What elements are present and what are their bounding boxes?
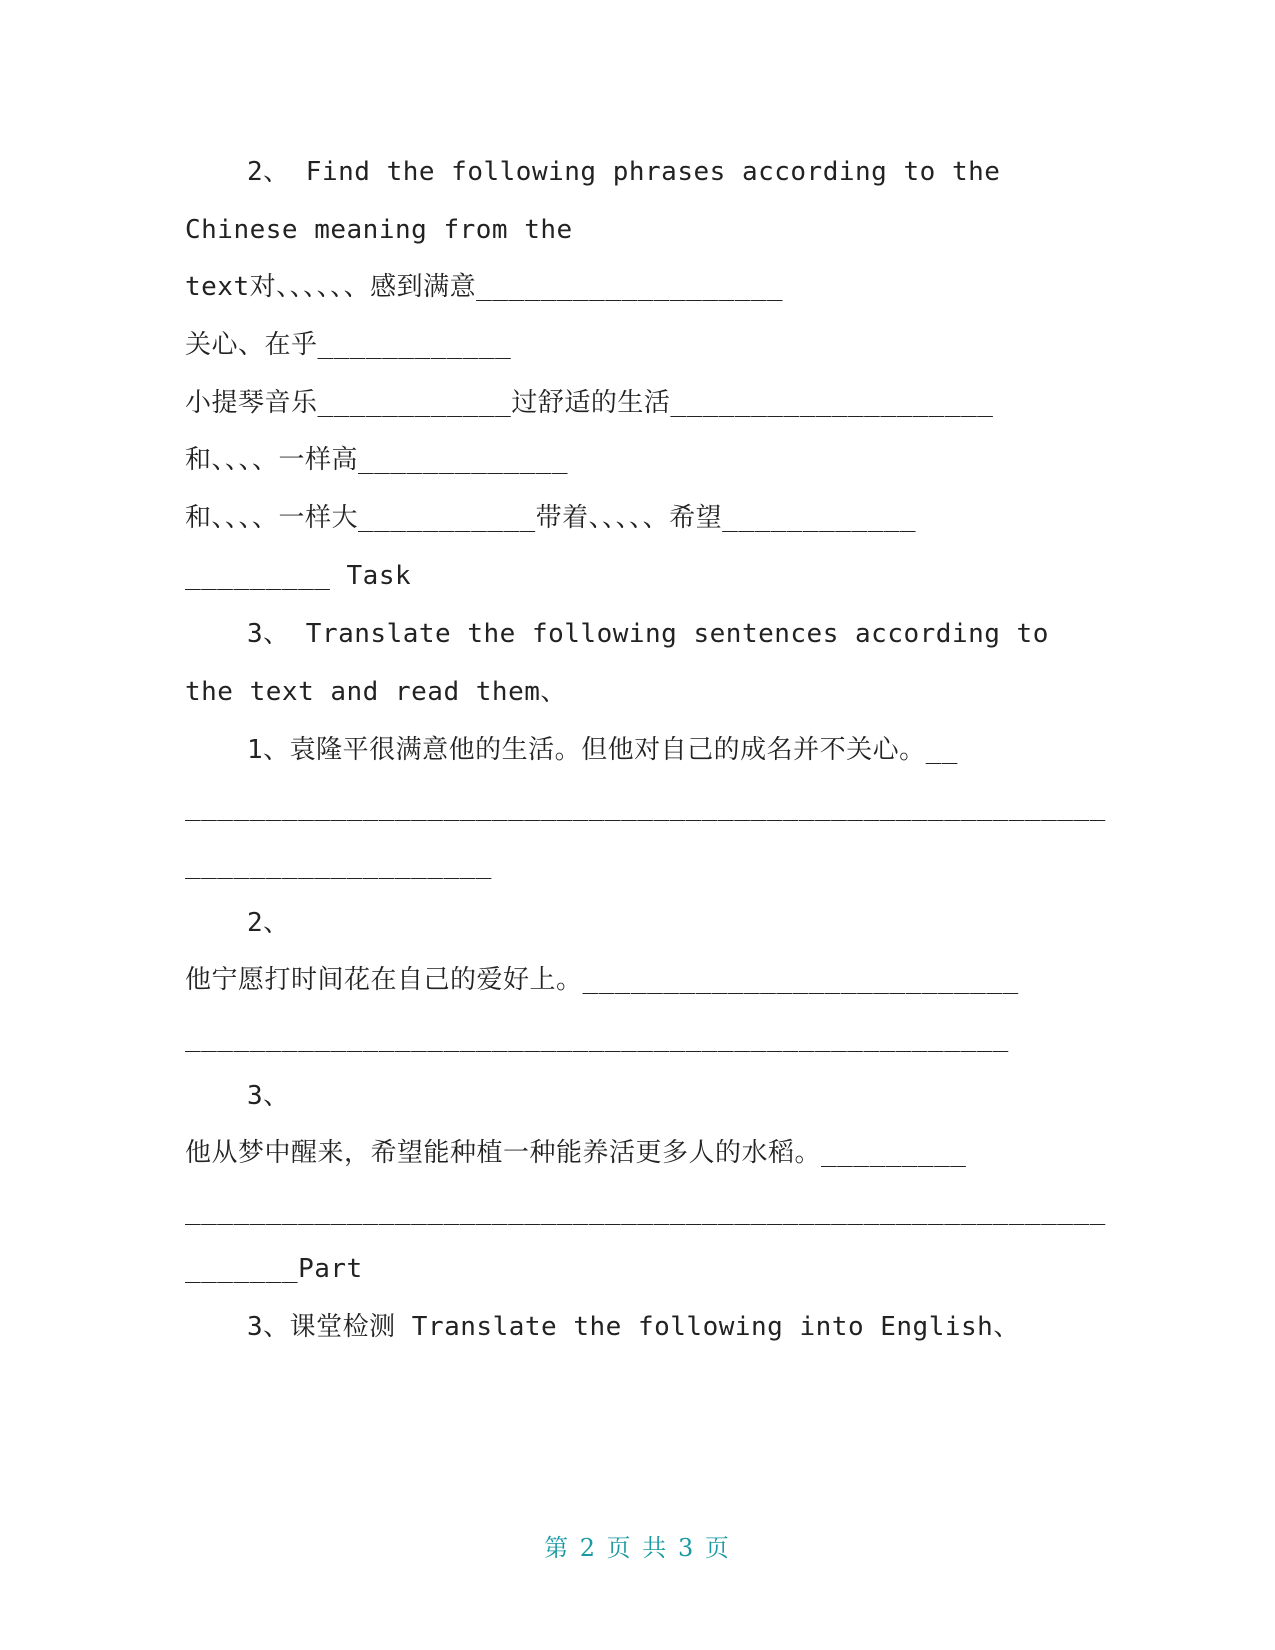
question-2-heading: 2、 Find the following phrases according to the: [247, 157, 1001, 187]
sentence-1: 1、袁隆平很满意他的生活。但他对自己的成名并不关心。__: [247, 735, 958, 765]
answer-line: _________________________________________________________: [185, 792, 1106, 822]
answer-line: ___________________________________________________: [185, 1023, 1009, 1053]
sentence-2: 他宁愿打时间花在自己的爱好上。___________________________: [185, 965, 1019, 995]
page-number-footer: 第 2 页 共 3 页: [544, 1534, 731, 1562]
answer-line: _________________________________________________________: [185, 1196, 1106, 1226]
sentence-3-number: 3、: [247, 1081, 290, 1111]
answer-line: ___________________: [185, 850, 492, 880]
phrase-line-4: 和、、、、一样高_____________: [185, 445, 568, 475]
phrase-line-3: 小提琴音乐____________过舒适的生活____________________: [185, 388, 994, 418]
task-line: _________ Task: [185, 561, 412, 591]
phrase-line-1: text对、、、、、、感到满意___________________: [185, 272, 784, 302]
question-3-heading: 3、 Translate the following sentences according to: [247, 619, 1049, 649]
phrase-line-2: 关心、在乎____________: [185, 330, 512, 360]
sentence-2-number: 2、: [247, 908, 290, 938]
part-line: _______Part: [185, 1254, 363, 1284]
question-3-heading-cont: the text and read them、: [185, 677, 567, 707]
question-2-heading-cont: Chinese meaning from the: [185, 215, 573, 245]
sentence-3: 他从梦中醒来，希望能种植一种能养活更多人的水稻。_________: [185, 1138, 967, 1168]
phrase-line-5: 和、、、、一样大___________带着、、、、、希望____________: [185, 503, 917, 533]
class-check-heading: 3、课堂检测 Translate the following into English、: [247, 1312, 1020, 1342]
